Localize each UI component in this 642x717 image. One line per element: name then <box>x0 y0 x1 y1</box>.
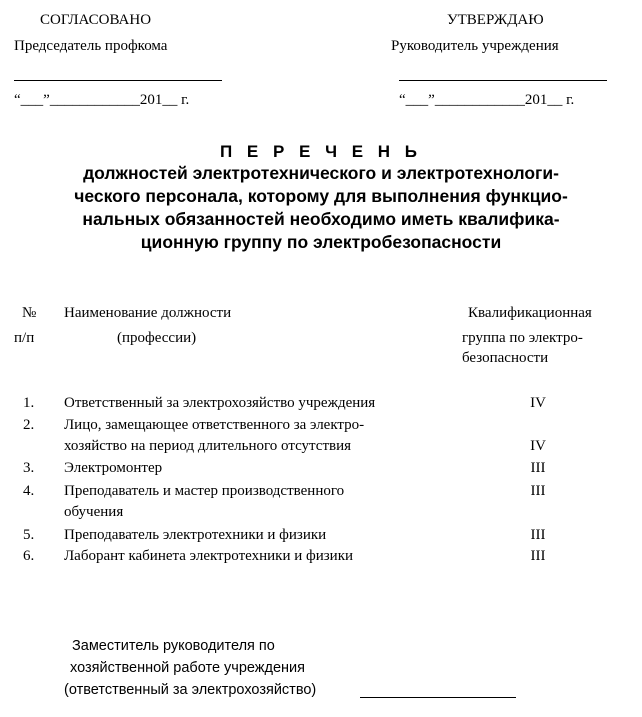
row-name-line: Преподаватель и мастер производственного <box>64 483 345 499</box>
row-name-line: Электромонтер <box>64 460 163 476</box>
row-group: III <box>530 527 546 543</box>
signature-line: хозяйственной работе учреждения <box>70 660 305 676</box>
row-name-line: обучения <box>64 504 124 520</box>
approval-right-role: Руководитель учреждения <box>391 38 559 54</box>
row-group: III <box>530 460 546 476</box>
row-group: III <box>530 483 546 499</box>
row-number: 2. <box>23 417 35 433</box>
row-name-line: Ответственный за электрохозяйство учреждения <box>64 395 376 411</box>
header-group-line: безопасности <box>462 350 549 366</box>
row-number: 4. <box>23 483 35 499</box>
row-name-line: Лаборант кабинета электротехники и физики <box>64 548 354 564</box>
approval-right-signature-line <box>399 80 607 81</box>
approval-left-role: Председатель профкома <box>14 38 168 54</box>
approval-left-heading: СОГЛАСОВАНО <box>40 12 152 28</box>
row-number: 5. <box>23 527 35 543</box>
approval-right-heading: УТВЕРЖДАЮ <box>447 12 544 28</box>
subtitle-line: ционную группу по электробезопасности <box>140 232 502 252</box>
subtitle-line: нальных обязанностей необходимо иметь квалифика- <box>82 209 560 229</box>
signature-line: Заместитель руководителя по <box>72 638 275 654</box>
row-group: III <box>530 548 546 564</box>
header-number-line: п/п <box>14 330 35 346</box>
row-number: 6. <box>23 548 35 564</box>
approval-left-signature-line <box>14 80 222 81</box>
signature-underline <box>360 697 516 698</box>
document-subtitle <box>40 162 602 254</box>
row-name-line: Лицо, замещающее ответственного за электро- <box>64 417 365 433</box>
signature-line: (ответственный за электрохозяйство) <box>64 682 317 698</box>
header-number-line: № <box>22 305 37 321</box>
row-number: 3. <box>23 460 35 476</box>
header-group-line: группа по электро- <box>462 330 583 346</box>
row-number: 1. <box>23 395 35 411</box>
document-title: П Е Р Е Ч Е Н Ь <box>219 142 423 161</box>
header-name-line: Наименование должности <box>64 305 232 321</box>
approval-left-date: “___”____________201__ г. <box>14 92 190 108</box>
header-group-line: Квалификационная <box>468 305 592 321</box>
row-name-line: хозяйство на период длительного отсутствия <box>64 438 352 454</box>
row-group: IV <box>530 395 546 411</box>
row-name-line: Преподаватель электротехники и физики <box>64 527 327 543</box>
subtitle-line: должностей электротехнического и электротехнологи- <box>83 163 559 183</box>
approval-right-date: “___”____________201__ г. <box>399 92 575 108</box>
header-name-line: (профессии) <box>117 330 197 346</box>
subtitle-line: ческого персонала, которому для выполнения функцио- <box>74 186 568 206</box>
row-group: IV <box>530 438 546 454</box>
